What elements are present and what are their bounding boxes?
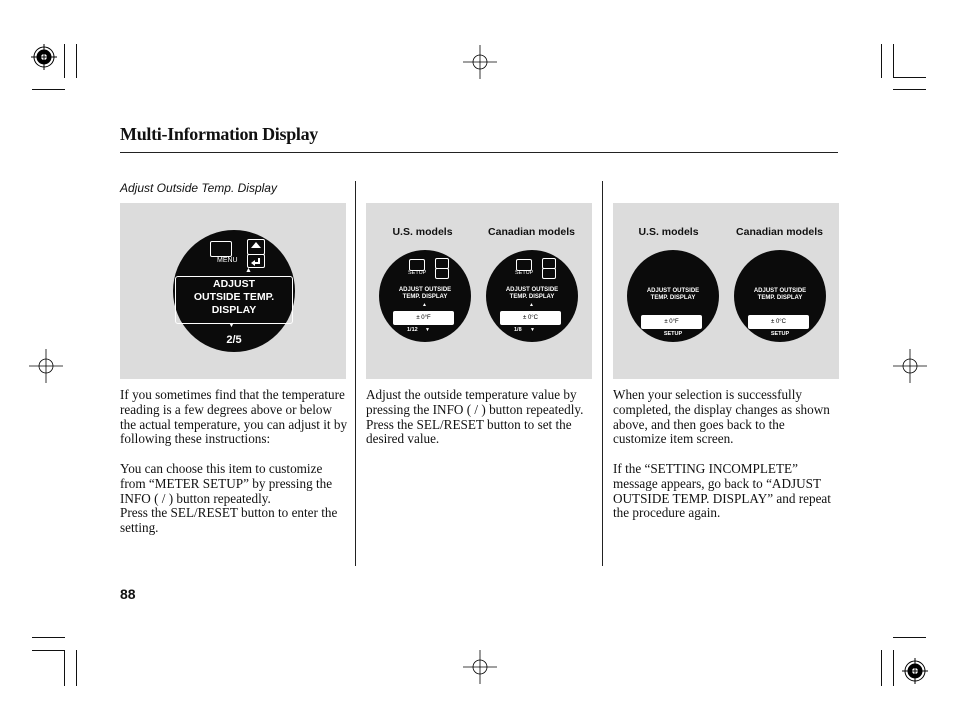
display-line-2: OUTSIDE TEMP. — [193, 291, 275, 303]
crosshair-top-icon — [463, 45, 497, 79]
us-display — [379, 250, 471, 342]
display-line-1: ADJUST OUTSIDE — [398, 287, 452, 293]
display-line-2: TEMP. DISPLAY — [402, 294, 448, 300]
incomplete-paragraph: If the “SETTING INCOMPLETE” message appears, go back to “ADJUST OUTSIDE TEMP. DISPLAY” and repeat the procedure again. — [613, 460, 831, 521]
display-line-2: TEMP. DISPLAY — [757, 295, 803, 301]
page-title: Multi-Information Display — [120, 124, 319, 144]
setup-label: SETUP — [770, 331, 790, 337]
display-panel-result — [613, 203, 839, 379]
down-arrow-icon: ▼ — [530, 327, 535, 333]
display-line-3: DISPLAY — [211, 304, 257, 316]
intro-paragraph: If you sometimes find that the temperature reading is a few degrees above or below the actual temperature, you can adjust it by following these instructions: — [120, 387, 348, 447]
display-line-1: ADJUST OUTSIDE — [505, 287, 559, 293]
column-divider-1 — [355, 181, 356, 566]
us-models-label: U.S. models — [392, 226, 453, 238]
temperature-value: ± 0°F — [393, 311, 454, 325]
completion-paragraph: When your selection is successfully completed, the display changes as shown above, and then goes back to the customize item screen. — [613, 387, 830, 447]
display-panel-adjust — [120, 203, 346, 379]
canadian-models-label: Canadian models — [488, 226, 575, 238]
column-3-text — [613, 388, 841, 536]
us-models-label: U.S. models — [638, 226, 699, 238]
registration-rosette-top-left-icon — [31, 44, 57, 70]
select-item-paragraph: You can choose this item to customize from “METER SETUP” by pressing the INFO ( / ) button repeatedly. — [120, 460, 333, 506]
temperature-value: ± 0°F — [641, 315, 702, 329]
enter-setting-paragraph: Press the SEL/RESET button to enter the setting. — [120, 505, 338, 536]
setup-label: SETUP — [663, 331, 683, 337]
up-arrow-icon: ▲ — [245, 267, 252, 274]
display-line-1: ADJUST — [212, 278, 255, 290]
setup-label: SETUP — [408, 270, 427, 276]
display-line-1: ADJUST OUTSIDE — [753, 288, 807, 294]
menu-label: MENU — [217, 257, 238, 264]
enter-arrow-icon — [435, 268, 449, 279]
page-number: 88 — [120, 586, 136, 602]
temperature-value: ± 0°C — [500, 311, 561, 325]
setup-label: SETUP — [515, 270, 534, 276]
up-arrow-icon: ▲ — [422, 302, 427, 308]
display-line-1: ADJUST OUTSIDE — [646, 288, 700, 294]
title-divider — [120, 152, 838, 153]
crosshair-left-icon — [29, 349, 63, 383]
page-indicator: 1/12 — [407, 327, 418, 333]
temperature-value: ± 0°C — [748, 315, 809, 329]
column-divider-2 — [602, 181, 603, 566]
page-indicator: 2/5 — [226, 334, 242, 346]
column-1-text — [120, 388, 348, 536]
canadian-display — [486, 250, 578, 342]
enter-arrow-icon — [542, 268, 556, 279]
us-display — [627, 250, 719, 342]
crosshair-right-icon — [893, 349, 927, 383]
enter-arrow-icon — [247, 254, 265, 268]
registration-rosette-bottom-right-icon — [902, 658, 928, 684]
page-indicator: 1/8 — [514, 327, 522, 333]
up-down-arrows-icon — [247, 239, 265, 255]
down-arrow-icon: ▼ — [425, 327, 430, 333]
display-line-2: TEMP. DISPLAY — [509, 294, 555, 300]
canadian-display — [734, 250, 826, 342]
screen-icon — [210, 241, 232, 257]
section-caption: Adjust Outside Temp. Display — [120, 181, 277, 195]
adjust-paragraph: Adjust the outside temperature value by pressing the INFO ( / ) button repeatedly. Press the SEL/RESET button to set the desired value. — [366, 387, 584, 447]
display-panel-adjust-value — [366, 203, 592, 379]
display-line-2: TEMP. DISPLAY — [650, 295, 696, 301]
canadian-models-label: Canadian models — [736, 226, 823, 238]
down-arrow-icon: ▼ — [228, 322, 235, 329]
up-arrow-icon: ▲ — [529, 302, 534, 308]
multi-info-display — [173, 230, 295, 352]
crosshair-bottom-icon — [463, 650, 497, 684]
column-2-text — [366, 388, 594, 462]
